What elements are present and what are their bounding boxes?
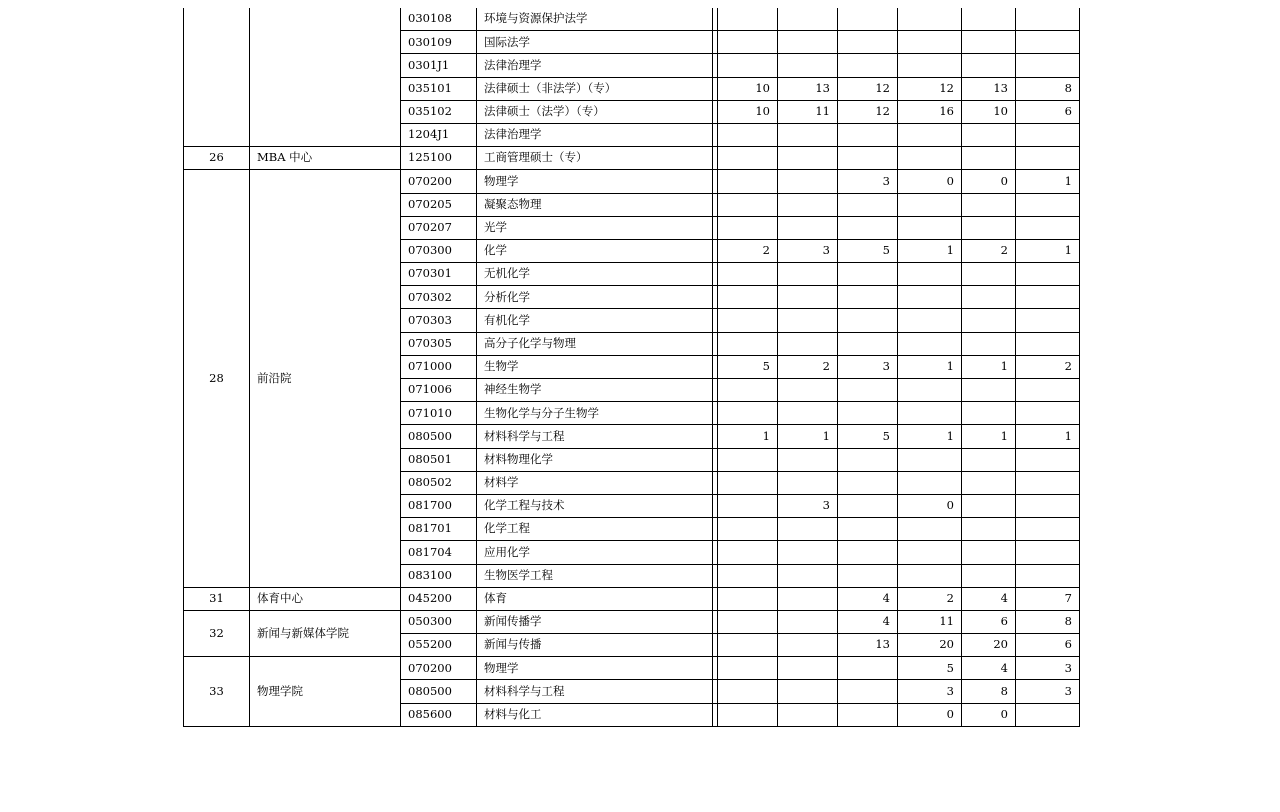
table-row — [184, 657, 1080, 680]
value-cell — [962, 54, 1016, 77]
value-cell — [778, 263, 838, 286]
value-cell — [838, 263, 898, 286]
value-cell — [962, 309, 1016, 332]
value-cell — [838, 123, 898, 146]
value-cell — [718, 332, 778, 355]
value-cell: 1 — [718, 425, 778, 448]
value-cell — [718, 286, 778, 309]
major-code-cell: 035102 — [401, 100, 477, 123]
value-cell: 5 — [838, 425, 898, 448]
value-cell: 20 — [898, 634, 962, 657]
value-cell: 0 — [898, 494, 962, 517]
value-cell: 10 — [718, 100, 778, 123]
value-cell — [838, 680, 898, 703]
major-name-cell: 凝聚态物理 — [477, 193, 713, 216]
value-cell — [718, 471, 778, 494]
value-cell — [778, 170, 838, 193]
value-cell — [838, 216, 898, 239]
value-cell — [778, 587, 838, 610]
serial-number-cell: 26 — [184, 147, 250, 170]
major-code-cell: 035101 — [401, 77, 477, 100]
major-name-cell: 高分子化学与物理 — [477, 332, 713, 355]
value-cell — [1016, 448, 1080, 471]
major-name-cell: 法律治理学 — [477, 123, 713, 146]
value-cell — [718, 170, 778, 193]
value-cell: 13 — [838, 634, 898, 657]
serial-number-cell: 28 — [184, 170, 250, 587]
value-cell — [898, 332, 962, 355]
major-name-cell: 化学 — [477, 239, 713, 262]
value-cell — [898, 54, 962, 77]
value-cell: 0 — [898, 170, 962, 193]
value-cell: 1 — [962, 425, 1016, 448]
table-row — [184, 170, 1080, 193]
enrollment-table — [183, 8, 1080, 727]
value-cell: 3 — [838, 170, 898, 193]
major-code-cell: 085600 — [401, 703, 477, 726]
value-cell — [1016, 263, 1080, 286]
value-cell — [838, 193, 898, 216]
value-cell — [962, 263, 1016, 286]
value-cell — [898, 471, 962, 494]
value-cell — [898, 263, 962, 286]
value-cell — [778, 147, 838, 170]
value-cell: 5 — [718, 355, 778, 378]
value-cell: 2 — [778, 355, 838, 378]
value-cell — [962, 286, 1016, 309]
value-cell: 0 — [898, 703, 962, 726]
major-name-cell: 体育 — [477, 587, 713, 610]
value-cell — [718, 309, 778, 332]
value-cell — [962, 332, 1016, 355]
value-cell — [718, 193, 778, 216]
value-cell — [962, 193, 1016, 216]
value-cell — [838, 54, 898, 77]
value-cell — [718, 402, 778, 425]
major-name-cell: 化学工程与技术 — [477, 494, 713, 517]
value-cell — [838, 494, 898, 517]
major-code-cell: 080502 — [401, 471, 477, 494]
value-cell — [778, 402, 838, 425]
value-cell — [1016, 123, 1080, 146]
major-name-cell: 物理学 — [477, 170, 713, 193]
value-cell — [898, 309, 962, 332]
value-cell — [838, 31, 898, 54]
value-cell — [778, 379, 838, 402]
value-cell — [838, 448, 898, 471]
value-cell: 6 — [962, 610, 1016, 633]
value-cell — [838, 8, 898, 31]
value-cell: 2 — [898, 587, 962, 610]
value-cell — [898, 402, 962, 425]
value-cell — [838, 703, 898, 726]
major-code-cell: 0301J1 — [401, 54, 477, 77]
value-cell: 10 — [718, 77, 778, 100]
value-cell — [962, 379, 1016, 402]
major-name-cell: 国际法学 — [477, 31, 713, 54]
major-code-cell: 070303 — [401, 309, 477, 332]
major-code-cell: 071010 — [401, 402, 477, 425]
value-cell — [1016, 8, 1080, 31]
value-cell — [1016, 703, 1080, 726]
value-cell — [778, 610, 838, 633]
value-cell — [962, 518, 1016, 541]
value-cell — [962, 402, 1016, 425]
table-row — [184, 610, 1080, 633]
value-cell: 16 — [898, 100, 962, 123]
value-cell — [718, 263, 778, 286]
value-cell — [778, 541, 838, 564]
value-cell — [778, 703, 838, 726]
major-name-cell: 新闻与传播 — [477, 634, 713, 657]
major-code-cell: 070205 — [401, 193, 477, 216]
value-cell: 20 — [962, 634, 1016, 657]
value-cell — [962, 123, 1016, 146]
value-cell: 1 — [962, 355, 1016, 378]
major-name-cell: 无机化学 — [477, 263, 713, 286]
value-cell — [898, 518, 962, 541]
value-cell — [718, 634, 778, 657]
major-code-cell: 070302 — [401, 286, 477, 309]
value-cell — [718, 216, 778, 239]
major-code-cell: 081704 — [401, 541, 477, 564]
major-name-cell: 生物化学与分子生物学 — [477, 402, 713, 425]
major-name-cell: 新闻传播学 — [477, 610, 713, 633]
value-cell: 3 — [838, 355, 898, 378]
value-cell — [838, 332, 898, 355]
major-code-cell: 070207 — [401, 216, 477, 239]
value-cell — [838, 379, 898, 402]
value-cell — [838, 541, 898, 564]
value-cell: 12 — [838, 77, 898, 100]
major-name-cell: 法律治理学 — [477, 54, 713, 77]
value-cell — [778, 564, 838, 587]
major-code-cell: 083100 — [401, 564, 477, 587]
major-name-cell: 物理学 — [477, 657, 713, 680]
unit-name-cell: 物理学院 — [250, 657, 401, 727]
value-cell: 5 — [838, 239, 898, 262]
value-cell — [1016, 54, 1080, 77]
value-cell — [838, 518, 898, 541]
unit-name-cell — [250, 8, 401, 147]
value-cell — [838, 564, 898, 587]
value-cell — [838, 147, 898, 170]
value-cell — [1016, 309, 1080, 332]
value-cell: 4 — [962, 587, 1016, 610]
value-cell — [778, 680, 838, 703]
major-code-cell: 071006 — [401, 379, 477, 402]
value-cell — [838, 286, 898, 309]
value-cell — [838, 657, 898, 680]
value-cell — [898, 286, 962, 309]
value-cell — [718, 147, 778, 170]
major-code-cell: 070300 — [401, 239, 477, 262]
major-name-cell: 法律硕士（非法学）（专） — [477, 77, 713, 100]
value-cell: 11 — [898, 610, 962, 633]
value-cell — [718, 518, 778, 541]
value-cell: 0 — [962, 170, 1016, 193]
value-cell — [962, 31, 1016, 54]
major-code-cell: 030108 — [401, 8, 477, 31]
value-cell: 1 — [898, 355, 962, 378]
major-code-cell: 081701 — [401, 518, 477, 541]
value-cell — [1016, 564, 1080, 587]
value-cell — [778, 657, 838, 680]
major-name-cell: 材料与化工 — [477, 703, 713, 726]
table-row — [184, 8, 1080, 31]
value-cell — [1016, 31, 1080, 54]
major-name-cell: 法律硕士（法学）（专） — [477, 100, 713, 123]
major-name-cell: 神经生物学 — [477, 379, 713, 402]
value-cell: 8 — [962, 680, 1016, 703]
value-cell — [778, 54, 838, 77]
value-cell: 3 — [778, 494, 838, 517]
major-code-cell: 045200 — [401, 587, 477, 610]
value-cell — [1016, 332, 1080, 355]
value-cell: 6 — [1016, 634, 1080, 657]
value-cell: 6 — [1016, 100, 1080, 123]
value-cell — [778, 634, 838, 657]
value-cell: 1 — [1016, 170, 1080, 193]
value-cell: 3 — [778, 239, 838, 262]
major-code-cell: 1204J1 — [401, 123, 477, 146]
value-cell — [962, 494, 1016, 517]
major-name-cell: 工商管理硕士（专） — [477, 147, 713, 170]
value-cell — [778, 471, 838, 494]
value-cell — [838, 471, 898, 494]
value-cell — [778, 123, 838, 146]
serial-number-cell — [184, 8, 250, 147]
value-cell — [1016, 518, 1080, 541]
value-cell — [778, 8, 838, 31]
major-name-cell: 应用化学 — [477, 541, 713, 564]
value-cell — [962, 471, 1016, 494]
value-cell — [718, 123, 778, 146]
value-cell — [898, 448, 962, 471]
value-cell — [962, 8, 1016, 31]
value-cell — [718, 8, 778, 31]
value-cell: 4 — [838, 587, 898, 610]
value-cell — [898, 193, 962, 216]
value-cell — [898, 31, 962, 54]
major-name-cell: 生物学 — [477, 355, 713, 378]
value-cell: 0 — [962, 703, 1016, 726]
table-row — [184, 587, 1080, 610]
value-cell — [898, 216, 962, 239]
serial-number-cell: 32 — [184, 610, 250, 656]
value-cell: 8 — [1016, 610, 1080, 633]
major-code-cell: 125100 — [401, 147, 477, 170]
major-code-cell: 081700 — [401, 494, 477, 517]
value-cell — [962, 147, 1016, 170]
value-cell — [962, 448, 1016, 471]
value-cell — [838, 309, 898, 332]
major-name-cell: 分析化学 — [477, 286, 713, 309]
value-cell — [1016, 541, 1080, 564]
major-name-cell: 生物医学工程 — [477, 564, 713, 587]
value-cell — [1016, 193, 1080, 216]
major-name-cell: 有机化学 — [477, 309, 713, 332]
value-cell — [718, 587, 778, 610]
value-cell: 5 — [898, 657, 962, 680]
value-cell — [778, 309, 838, 332]
value-cell: 1 — [778, 425, 838, 448]
major-code-cell: 080500 — [401, 680, 477, 703]
major-name-cell: 材料学 — [477, 471, 713, 494]
major-name-cell: 材料科学与工程 — [477, 680, 713, 703]
value-cell — [898, 541, 962, 564]
value-cell: 4 — [838, 610, 898, 633]
major-name-cell: 材料物理化学 — [477, 448, 713, 471]
major-code-cell: 030109 — [401, 31, 477, 54]
value-cell: 8 — [1016, 77, 1080, 100]
value-cell — [718, 541, 778, 564]
serial-number-cell: 33 — [184, 657, 250, 727]
value-cell — [778, 286, 838, 309]
value-cell: 12 — [898, 77, 962, 100]
value-cell: 4 — [962, 657, 1016, 680]
major-name-cell: 化学工程 — [477, 518, 713, 541]
major-code-cell: 080501 — [401, 448, 477, 471]
value-cell: 2 — [962, 239, 1016, 262]
major-code-cell: 050300 — [401, 610, 477, 633]
value-cell — [718, 54, 778, 77]
value-cell — [778, 518, 838, 541]
value-cell: 1 — [898, 425, 962, 448]
major-code-cell: 055200 — [401, 634, 477, 657]
value-cell — [1016, 471, 1080, 494]
major-code-cell: 070200 — [401, 170, 477, 193]
value-cell — [898, 8, 962, 31]
value-cell: 3 — [1016, 657, 1080, 680]
value-cell: 3 — [1016, 680, 1080, 703]
value-cell — [1016, 402, 1080, 425]
unit-name-cell: 前沿院 — [250, 170, 401, 587]
serial-number-cell: 31 — [184, 587, 250, 610]
major-code-cell: 070200 — [401, 657, 477, 680]
major-code-cell: 070305 — [401, 332, 477, 355]
value-cell — [1016, 147, 1080, 170]
value-cell — [718, 379, 778, 402]
value-cell — [778, 332, 838, 355]
value-cell — [718, 610, 778, 633]
value-cell: 7 — [1016, 587, 1080, 610]
table-body — [184, 8, 1080, 726]
value-cell — [778, 31, 838, 54]
value-cell — [898, 123, 962, 146]
unit-name-cell: 新闻与新媒体学院 — [250, 610, 401, 656]
value-cell: 13 — [778, 77, 838, 100]
value-cell — [778, 448, 838, 471]
value-cell: 13 — [962, 77, 1016, 100]
value-cell — [1016, 216, 1080, 239]
value-cell — [898, 379, 962, 402]
major-name-cell: 光学 — [477, 216, 713, 239]
value-cell — [898, 564, 962, 587]
table-row — [184, 147, 1080, 170]
unit-name-cell: MBA 中心 — [250, 147, 401, 170]
major-code-cell: 071000 — [401, 355, 477, 378]
value-cell: 11 — [778, 100, 838, 123]
value-cell: 12 — [838, 100, 898, 123]
major-code-cell: 070301 — [401, 263, 477, 286]
value-cell: 1 — [1016, 425, 1080, 448]
major-code-cell: 080500 — [401, 425, 477, 448]
value-cell: 3 — [898, 680, 962, 703]
value-cell — [718, 680, 778, 703]
value-cell — [962, 216, 1016, 239]
value-cell: 1 — [898, 239, 962, 262]
value-cell — [718, 703, 778, 726]
value-cell — [718, 494, 778, 517]
value-cell: 2 — [718, 239, 778, 262]
unit-name-cell: 体育中心 — [250, 587, 401, 610]
value-cell — [1016, 379, 1080, 402]
value-cell — [718, 564, 778, 587]
value-cell: 10 — [962, 100, 1016, 123]
value-cell — [718, 657, 778, 680]
value-cell — [898, 147, 962, 170]
major-name-cell: 环境与资源保护法学 — [477, 8, 713, 31]
value-cell — [962, 541, 1016, 564]
value-cell — [778, 216, 838, 239]
value-cell: 1 — [1016, 239, 1080, 262]
major-name-cell: 材料科学与工程 — [477, 425, 713, 448]
value-cell — [718, 31, 778, 54]
value-cell — [1016, 494, 1080, 517]
value-cell — [778, 193, 838, 216]
value-cell: 2 — [1016, 355, 1080, 378]
value-cell — [1016, 286, 1080, 309]
value-cell — [718, 448, 778, 471]
value-cell — [962, 564, 1016, 587]
value-cell — [838, 402, 898, 425]
